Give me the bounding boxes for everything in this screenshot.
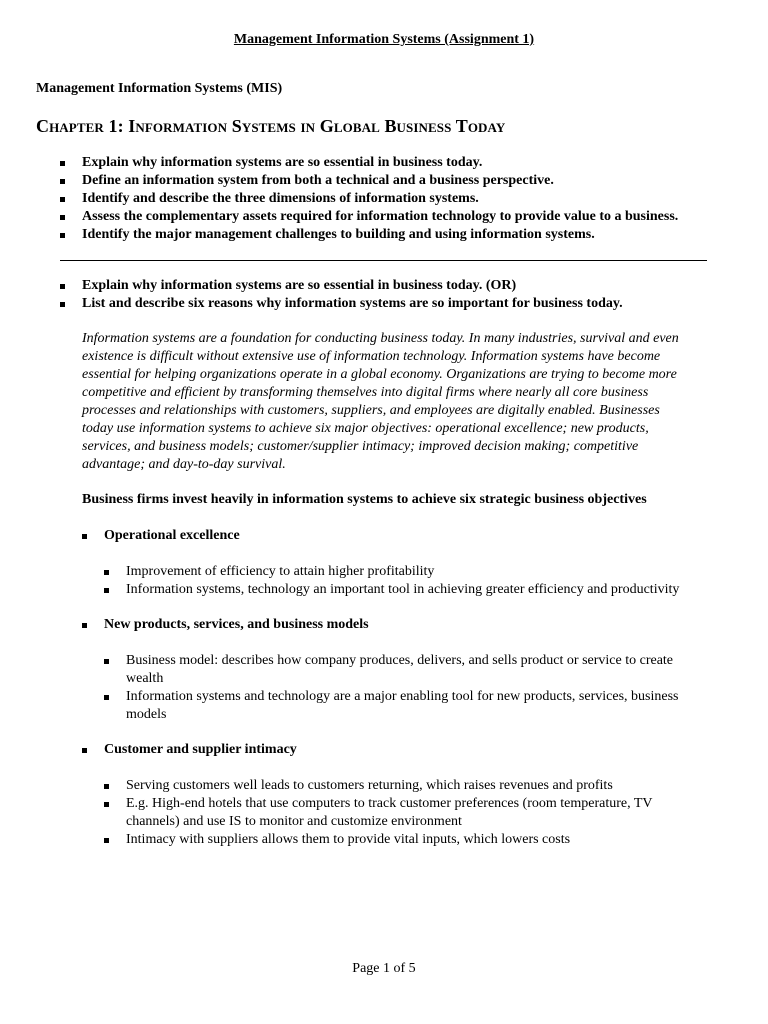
subject-heading: Management Information Systems (MIS)	[36, 81, 283, 96]
list-item	[60, 226, 760, 244]
list-item	[60, 190, 760, 208]
list-item	[104, 563, 744, 581]
page-number: Page 1 of 5	[352, 961, 416, 976]
square-bullet-icon	[104, 695, 109, 700]
list-item-text: Business model: describes how company produces, delivers, and sells product or service to create wealth	[126, 653, 674, 686]
square-bullet-icon	[82, 534, 87, 539]
objective-title: New products, services, and business models	[104, 617, 369, 632]
objective-heading	[82, 616, 764, 634]
list-item	[60, 172, 760, 190]
answer-line: existence is difficult without extensive use of information technology. Information systems have become	[82, 349, 661, 364]
objective-heading	[82, 527, 764, 545]
square-bullet-icon	[104, 588, 109, 593]
square-bullet-icon	[60, 197, 65, 202]
square-bullet-icon	[60, 161, 65, 166]
list-item	[60, 154, 760, 172]
objective-points-list	[104, 652, 704, 724]
objective-heading	[82, 741, 764, 759]
list-item-text: Improvement of efficiency to attain higher profitability	[126, 564, 435, 579]
list-item	[104, 688, 704, 724]
list-item-text: Information systems, technology an important tool in achieving greater efficiency and productivity	[126, 582, 680, 597]
list-item	[104, 831, 684, 849]
list-item-text: Explain why information systems are so essential in business today.	[82, 155, 483, 170]
chapter-heading: Chapter 1: Information Systems in Global Business Today	[36, 116, 506, 136]
answer-line: processes and relationships with customers, suppliers, and employees are digitally enabled. Businesses	[82, 403, 660, 418]
list-item-text: Identify the major management challenges to building and using information systems.	[82, 227, 595, 242]
answer-line: Information systems are a foundation for conducting business today. In many industries, survival and even	[82, 331, 679, 346]
list-item	[60, 295, 760, 313]
list-item	[60, 277, 760, 295]
square-bullet-icon	[60, 284, 65, 289]
answer-line: today use information systems to achieve six major objectives: operational excellence; new products,	[82, 421, 649, 436]
square-bullet-icon	[60, 179, 65, 184]
question-list	[60, 277, 760, 313]
objective-points-list	[104, 563, 744, 599]
square-bullet-icon	[60, 215, 65, 220]
list-item-text: Information systems and technology are a major enabling tool for new products, services, business models	[126, 689, 679, 722]
list-item-text: Intimacy with suppliers allows them to provide vital inputs, which lowers costs	[126, 832, 571, 847]
answer-paragraph	[82, 330, 732, 474]
square-bullet-icon	[104, 802, 109, 807]
list-item	[104, 795, 684, 831]
square-bullet-icon	[104, 570, 109, 575]
square-bullet-icon	[60, 302, 65, 307]
objective-title: Customer and supplier intimacy	[104, 742, 297, 757]
square-bullet-icon	[104, 838, 109, 843]
answer-line: essential for helping organizations operate in a global economy. Organizations are trying to become more	[82, 367, 677, 382]
learning-objectives-list	[60, 154, 760, 244]
list-item-text: Identify and describe the three dimensions of information systems.	[82, 191, 479, 206]
square-bullet-icon	[82, 623, 87, 628]
square-bullet-icon	[104, 784, 109, 789]
list-item	[104, 777, 684, 795]
list-item-text: Assess the complementary assets required for information technology to provide value to a business.	[82, 209, 679, 224]
list-item	[104, 652, 704, 688]
list-item-text: E.g. High-end hotels that use computers to track customer preferences (room temperature, TV channels) and use IS to monitor and customize environment	[126, 796, 653, 829]
list-item	[60, 208, 760, 226]
square-bullet-icon	[60, 233, 65, 238]
list-item-text: Explain why information systems are so essential in business today. (OR)	[82, 278, 517, 293]
square-bullet-icon	[104, 659, 109, 664]
list-item-text: Define an information system from both a technical and a business perspective.	[82, 173, 554, 188]
objective-title: Operational excellence	[104, 528, 240, 543]
answer-line: services, and business models; customer/supplier intimacy; improved decision making; competitive	[82, 439, 639, 454]
list-item-text: List and describe six reasons why information systems are so important for business today.	[82, 296, 623, 311]
square-bullet-icon	[82, 748, 87, 753]
list-item	[104, 581, 744, 599]
document-title: Management Information Systems (Assignment 1)	[233, 32, 535, 47]
objective-points-list	[104, 777, 684, 849]
section-divider	[60, 260, 707, 261]
strategic-objectives-intro: Business firms invest heavily in information systems to achieve six strategic business objectives	[82, 492, 647, 507]
list-item-text: Serving customers well leads to customers returning, which raises revenues and profits	[126, 778, 613, 793]
answer-line: advantage; and day-to-day survival.	[82, 457, 286, 472]
answer-line: competitive and efficient by transforming themselves into digital firms where nearly all core business	[82, 385, 649, 400]
